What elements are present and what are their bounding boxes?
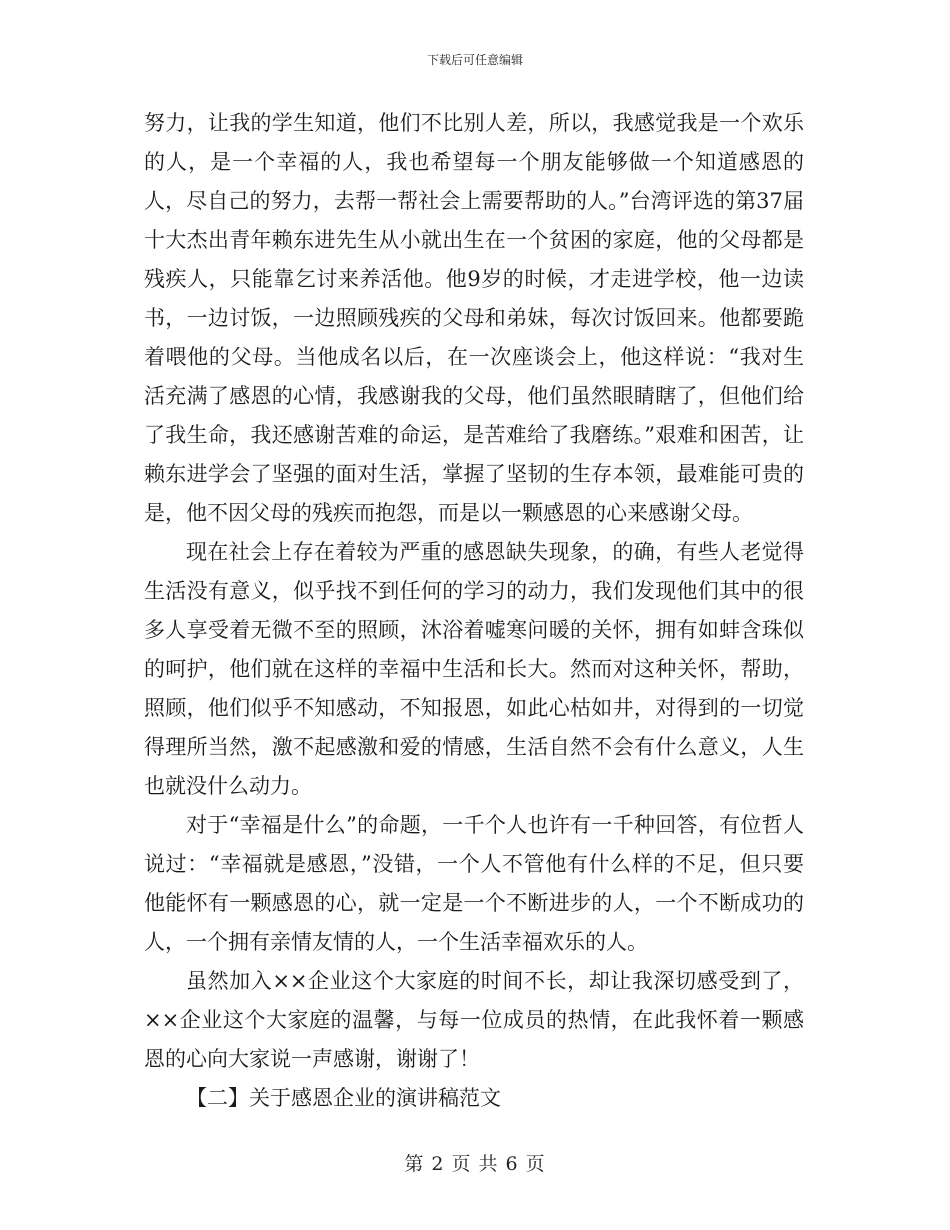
document-body [144,104,804,1118]
page-footer: 第 2 页 共 6 页 [404,1153,546,1175]
paragraph-3: 对于“幸福是什么”的命题，一千个人也许有一千种回答，有位哲人说过：“幸福就是感恩，”没错，一个人不管他有什么样的不足，但只要他能怀有一颗感恩的心，就一定是一个不断进步的人，一个不断成功的人，一个拥有亲情友情的人，一个生活幸福欢乐的人。 [144,813,804,954]
paragraph-1: 努力，让我的学生知道，他们不比别人差，所以，我感觉我是一个欢乐的人，是一个幸福的人，我也希望每一个朋友能够做一个知道感恩的人，尽自己的努力，去帮一帮社会上需要帮助的人。”台湾评选的第37届十大杰出青年赖东进先生从小就出生在一个贫困的家庭，他的父母都是残疾人，只能靠乞讨来养活他。他9岁的时候，才走进学校，他一边读书，一边讨饭，一边照顾残疾的父母和弟妹，每次讨饭回来。他都要跪着喂他的父母。当他成名以后，在一次座谈会上，他这样说：“我对生活充满了感恩的心情，我感谢我的父母，他们虽然眼睛瞎了，但他们给了我生命，我还感谢苦难的命运，是苦难给了我磨练。”艰难和困苦，让赖东进学会了坚强的面对生活，掌握了坚韧的生存本领，最难能可贵的是，他不因父母的残疾而抱怨，而是以一颗感恩的心来感谢父母。 [144,111,804,525]
paragraph-2: 现在社会上存在着较为严重的感恩缺失现象，的确，有些人老觉得生活没有意义，似乎找不到任何的学习的动力，我们发现他们其中的很多人享受着无微不至的照顾，沐浴着嘘寒问暖的关怀，拥有如蚌含珠似的呵护，他们就在这样的幸福中生活和长大。然而对这种关怀，帮助，照顾，他们似乎不知感动，不知报恩，如此心枯如井，对得到的一切觉得理所当然，激不起感激和爱的情感，生活自然不会有什么意义，人生也就没什么动力。 [144,540,804,798]
paragraph-4: 虽然加入××企业这个大家庭的时间不长，却让我深切感受到了，××企业这个大家庭的温馨，与每一位成员的热情，在此我怀着一颗感恩的心向大家说一声感谢，谢谢了！ [144,969,804,1071]
page-header: 下载后可任意编辑 [426,53,523,67]
section-title: 【二】关于感恩企业的演讲稿范文 [186,1086,501,1110]
